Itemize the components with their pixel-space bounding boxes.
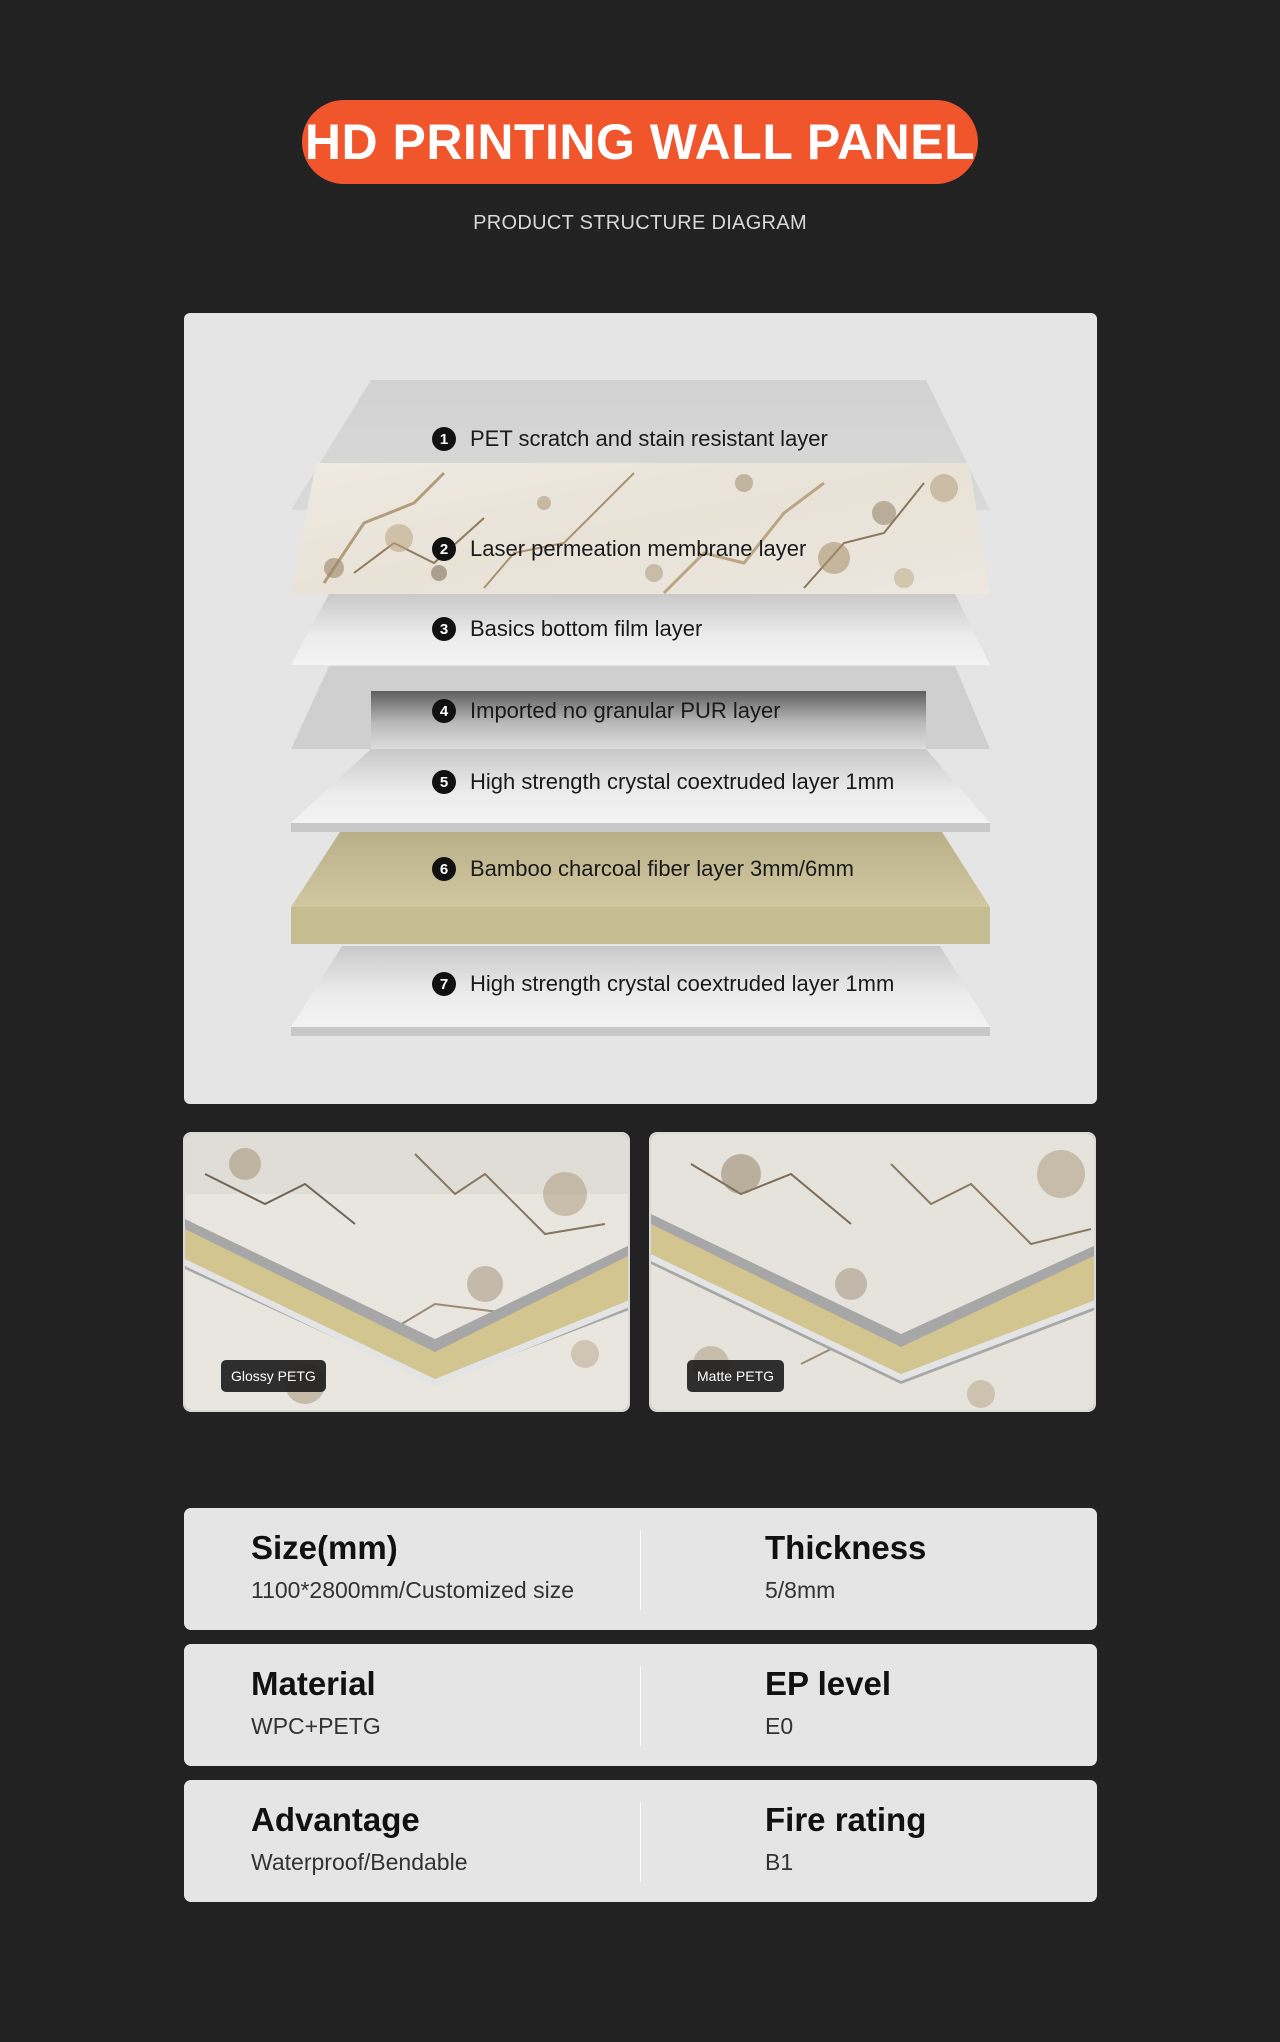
- spec-label: Material: [251, 1665, 376, 1702]
- spec-ep-level: [765, 1662, 891, 1740]
- spec-divider: [640, 1530, 641, 1610]
- spec-thickness: [765, 1526, 926, 1604]
- spec-value: 5/8mm: [765, 1577, 836, 1603]
- spec-value: Waterproof/Bendable: [251, 1849, 468, 1875]
- layer-number-badge: 1: [432, 427, 456, 451]
- layer-label-text: Imported no granular PUR layer: [470, 698, 781, 723]
- spec-advantage: [251, 1798, 468, 1876]
- variant-card-glossy: [183, 1132, 630, 1412]
- spec-fire-rating: [765, 1798, 926, 1876]
- layer-label-3: [432, 614, 702, 644]
- spec-divider: [640, 1802, 641, 1882]
- layer-number-badge: 6: [432, 857, 456, 881]
- spec-label: Thickness: [765, 1529, 927, 1566]
- spec-value: E0: [765, 1713, 794, 1739]
- layer-label-1: [432, 424, 828, 454]
- spec-row-material: [184, 1644, 1097, 1766]
- layer-number-badge: 7: [432, 972, 456, 996]
- spec-value: 1100*2800mm/Customized size: [251, 1577, 575, 1603]
- spec-value: WPC+PETG: [251, 1713, 381, 1739]
- spec-value: B1: [765, 1849, 794, 1875]
- layer-label-7: [432, 969, 894, 999]
- layer-label-text: High strength crystal coextruded layer 1mm: [470, 971, 895, 996]
- page-title-pill: [302, 100, 978, 184]
- layer-label-6: [432, 854, 854, 884]
- variant-tag-matte: Matte PETG: [687, 1360, 784, 1392]
- spec-material: [251, 1662, 381, 1740]
- layer-label-text: PET scratch and stain resistant layer: [470, 426, 828, 451]
- layer-7-edge: [291, 1027, 990, 1036]
- layer-number-badge: 4: [432, 699, 456, 723]
- layer-label-text: Basics bottom film layer: [470, 616, 703, 641]
- spec-row-size: [184, 1508, 1097, 1630]
- spec-label: EP level: [765, 1665, 891, 1702]
- layer-label-text: High strength crystal coextruded layer 1mm: [470, 769, 895, 794]
- layer-number-badge: 3: [432, 617, 456, 641]
- layer-2-shape: [291, 463, 990, 594]
- spec-divider: [640, 1666, 641, 1746]
- spec-label: Size(mm): [251, 1529, 398, 1566]
- spec-label: Fire rating: [765, 1801, 927, 1838]
- layer-label-2: [432, 534, 806, 564]
- layer-6-edge: [291, 907, 990, 944]
- layer-number-badge: 2: [432, 537, 456, 561]
- spec-row-advantage: [184, 1780, 1097, 1902]
- spec-size: [251, 1526, 574, 1604]
- variant-card-matte: [649, 1132, 1096, 1412]
- structure-diagram: [184, 313, 1097, 1104]
- layer-label-5: [432, 767, 894, 797]
- layer-label-4: [432, 696, 781, 726]
- variant-tag-glossy: Glossy PETG: [221, 1360, 326, 1392]
- page-subtitle: PRODUCT STRUCTURE DIAGRAM: [473, 212, 807, 234]
- layer-label-text: Bamboo charcoal fiber layer 3mm/6mm: [470, 856, 854, 881]
- layer-number-badge: 5: [432, 770, 456, 794]
- layer-label-text: Laser permeation membrane layer: [470, 536, 807, 561]
- layer-5-edge: [291, 823, 990, 832]
- page-title: HD PRINTING WALL PANEL: [304, 114, 976, 170]
- spec-label: Advantage: [251, 1801, 420, 1838]
